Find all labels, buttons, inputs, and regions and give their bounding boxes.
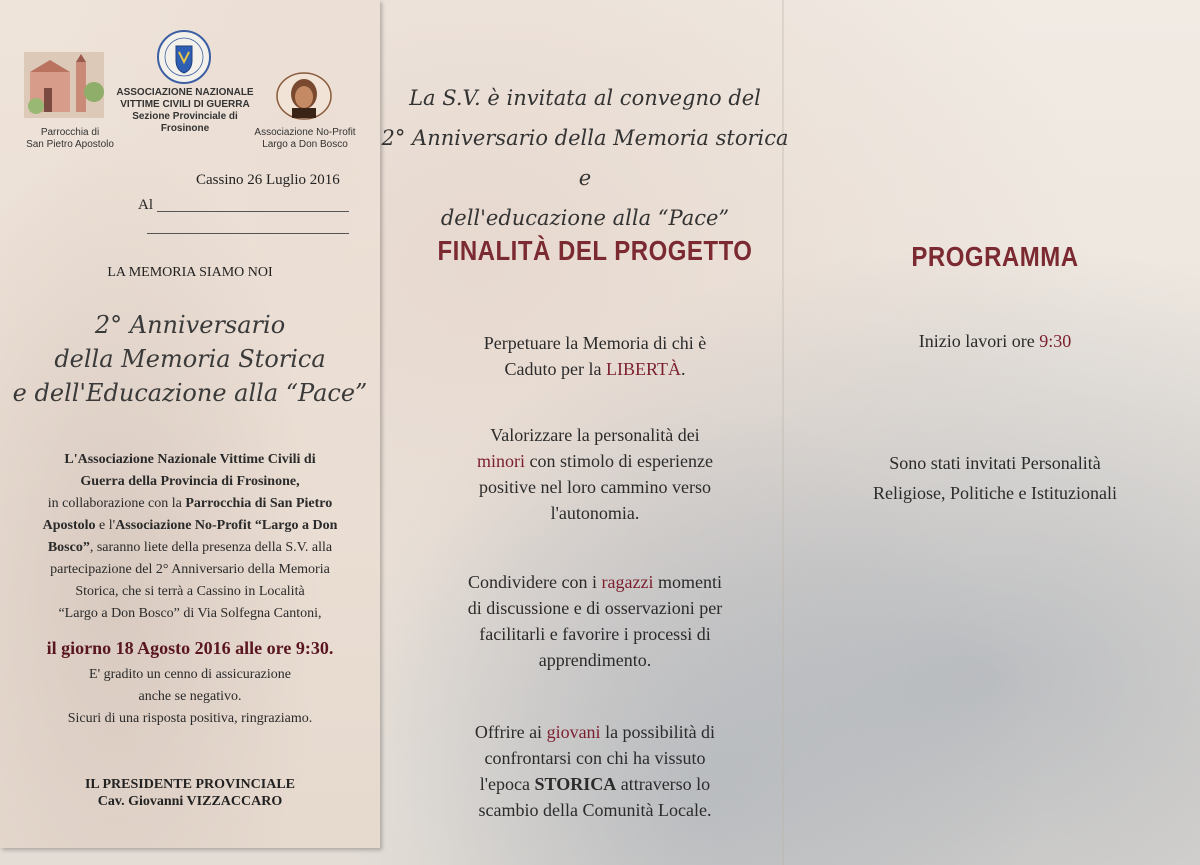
association-seal-icon xyxy=(157,30,211,84)
recipient-line xyxy=(157,211,349,212)
rsvp-text: E' gradito un cenno di assicurazione anche se negativo. Sicuri di una risposta positiva, ringraziamo. xyxy=(67,667,313,726)
association-label: ASSOCIAZIONE NAZIONALE VITTIME CIVILI DI GUERRA Sezione Provinciale di Frosinone xyxy=(116,87,254,134)
recipient-label: Al xyxy=(138,197,153,213)
invitation-date: Cassino 26 Luglio 2016 xyxy=(196,172,340,188)
card-title: 2° Anniversario della Memoria Storica e dell'Educazione alla “Pace” xyxy=(12,311,368,407)
goal-minors: Valorizzare la personalità dei minori con stimolo di esperienze positive nel loro cammino verso l'autonomia. xyxy=(477,425,713,523)
programma-heading: PROGRAMMA xyxy=(911,241,1079,273)
goal-youth: Condividere con i ragazzi momenti di discussione e di osservazioni per facilitarli e favorire i processi di apprendimento. xyxy=(467,572,723,670)
finalita-heading: FINALITÀ DEL PROGETTO xyxy=(437,235,753,267)
motto: LA MEMORIA SIAMO NOI xyxy=(107,265,273,280)
convegno-invitation: La S.V. è invitata al convegno del 2° Anniversario della Memoria storica e dell'educazione alla “Pace” xyxy=(381,86,789,230)
start-time: Inizio lavori ore 9:30 xyxy=(918,331,1072,351)
event-date-line: il giorno 18 Agosto 2016 alle ore 9:30. xyxy=(46,638,334,658)
signature: IL PRESIDENTE PROVINCIALE Cav. Giovanni VIZZACCARO xyxy=(84,777,296,809)
invited-guests: Sono stati invitati Personalità Religiose, Politiche e Istituzionali xyxy=(873,453,1117,503)
don-bosco-portrait-icon xyxy=(276,72,332,120)
invitation-body: L'Associazione Nazionale Vittime Civili di Guerra della Provincia di Frosinone, in collaborazione con la Parrocchia di San Pietro Apostolo e l'Associazione No-Profit “Largo a Don Bosco”, saranno liete della presenza della S.V. alla partecipazione del 2° Anniversario della Memoria Storica, che si terrà a Cassino in Località “Largo a Don Bosco” di Via Solfegna Cantoni, xyxy=(42,452,338,621)
goal-memory: Perpetuare la Memoria di chi è Caduto per la LIBERTÀ. xyxy=(483,333,707,379)
church-logo xyxy=(24,52,104,118)
no-profit-label: Associazione No-Profit Largo a Don Bosco xyxy=(254,127,356,150)
goal-history: Offrire ai giovani la possibilità di confrontarsi con chi ha vissuto l'epoca STORICA attraverso lo scambio della Comunità Locale. xyxy=(474,722,716,820)
invitation-card xyxy=(0,0,380,848)
parish-label: Parrocchia di San Pietro Apostolo xyxy=(26,127,114,150)
recipient-line-2 xyxy=(147,233,349,234)
